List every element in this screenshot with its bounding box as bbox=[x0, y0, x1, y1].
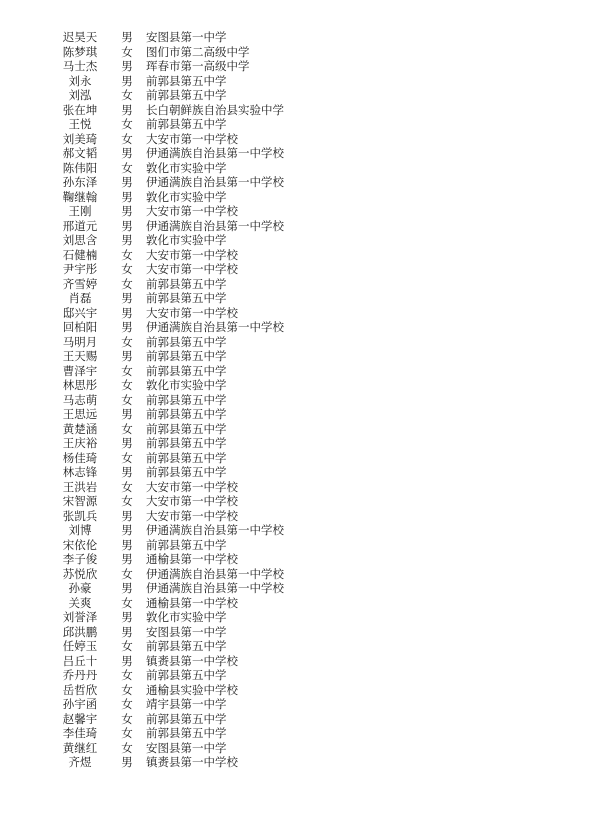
student-school: 大安市第一中学校 bbox=[146, 494, 238, 508]
list-item bbox=[0, 712, 615, 727]
student-gender: 女 bbox=[121, 740, 133, 755]
student-gender: 女 bbox=[121, 160, 133, 175]
student-school: 大安市第一中学校 bbox=[146, 204, 238, 218]
student-school: 长白朝鲜族自治县实验中学 bbox=[146, 102, 284, 117]
student-gender: 女 bbox=[121, 117, 133, 131]
student-name: 王思远 bbox=[62, 407, 98, 421]
list-item bbox=[0, 668, 615, 683]
list-item bbox=[0, 219, 615, 234]
list-item bbox=[0, 277, 615, 292]
list-item bbox=[0, 639, 615, 654]
list-item bbox=[0, 320, 615, 335]
student-gender: 女 bbox=[121, 711, 133, 726]
student-name: 宋智源 bbox=[62, 494, 98, 508]
student-gender: 女 bbox=[121, 378, 133, 392]
list-item bbox=[0, 436, 615, 451]
student-school: 前郭县第五中学 bbox=[146, 334, 227, 349]
list-item bbox=[0, 422, 615, 437]
list-item bbox=[0, 741, 615, 756]
student-gender: 女 bbox=[121, 392, 133, 407]
student-name: 王刚 bbox=[68, 204, 92, 218]
student-school: 前郭县第五中学 bbox=[146, 436, 227, 450]
student-name: 王天赐 bbox=[62, 349, 98, 363]
list-item bbox=[0, 393, 615, 408]
student-gender: 男 bbox=[121, 508, 133, 523]
student-name: 陈伟阳 bbox=[62, 160, 98, 175]
student-school: 安图县第一中学 bbox=[146, 30, 227, 44]
student-name: 张在坤 bbox=[62, 102, 98, 117]
list-item bbox=[0, 161, 615, 176]
list-item bbox=[0, 335, 615, 350]
student-gender: 男 bbox=[121, 349, 133, 363]
student-name: 乔丹丹 bbox=[62, 668, 98, 682]
list-item bbox=[0, 291, 615, 306]
student-name: 王洪岩 bbox=[62, 479, 98, 494]
student-name: 邱洪鹏 bbox=[62, 624, 98, 639]
student-name: 马志萌 bbox=[62, 392, 98, 407]
student-school: 敦化市实验中学 bbox=[146, 233, 227, 247]
student-gender: 男 bbox=[121, 102, 133, 117]
student-school: 前郭县第五中学 bbox=[146, 711, 227, 726]
list-item bbox=[0, 306, 615, 321]
student-school: 伊通满族自治县第一中学校 bbox=[146, 566, 284, 581]
list-item bbox=[0, 59, 615, 74]
student-school: 大安市第一中学校 bbox=[146, 131, 238, 146]
student-name: 马士杰 bbox=[62, 59, 98, 73]
list-item bbox=[0, 625, 615, 640]
list-item bbox=[0, 523, 615, 538]
student-school: 镇赉县第一中学校 bbox=[146, 755, 238, 769]
student-name: 石健楠 bbox=[62, 247, 98, 262]
student-school: 伊通满族自治县第一中学校 bbox=[146, 523, 284, 537]
student-name: 杨佳琦 bbox=[62, 450, 98, 465]
student-name: 刘永 bbox=[68, 73, 92, 88]
list-item bbox=[0, 45, 615, 60]
student-name: 邸兴宇 bbox=[62, 305, 98, 320]
student-name: 王悦 bbox=[68, 117, 92, 131]
student-gender: 男 bbox=[121, 581, 133, 595]
student-gender: 男 bbox=[121, 624, 133, 639]
student-gender: 男 bbox=[121, 465, 133, 479]
student-school: 安图县第一中学 bbox=[146, 624, 227, 639]
student-name: 邢道元 bbox=[62, 218, 98, 233]
student-school: 前郭县第五中学 bbox=[146, 363, 227, 378]
list-item bbox=[0, 349, 615, 364]
list-item bbox=[0, 726, 615, 741]
student-gender: 男 bbox=[121, 320, 133, 334]
list-item bbox=[0, 683, 615, 698]
list-item bbox=[0, 451, 615, 466]
student-gender: 女 bbox=[121, 247, 133, 262]
student-name: 刘美琦 bbox=[62, 131, 98, 146]
student-gender: 男 bbox=[121, 537, 133, 552]
student-name: 肖磊 bbox=[68, 291, 92, 305]
student-school: 伊通满族自治县第一中学校 bbox=[146, 218, 284, 233]
student-school: 伊通满族自治县第一中学校 bbox=[146, 581, 284, 595]
list-item bbox=[0, 480, 615, 495]
student-gender: 女 bbox=[121, 88, 133, 102]
list-item bbox=[0, 364, 615, 379]
student-name: 林思彤 bbox=[62, 378, 98, 392]
student-gender: 女 bbox=[121, 276, 133, 291]
student-gender: 女 bbox=[121, 479, 133, 494]
student-gender: 男 bbox=[121, 146, 133, 160]
student-school: 前郭县第五中学 bbox=[146, 407, 227, 421]
student-gender: 男 bbox=[121, 653, 133, 668]
student-name: 宋依伦 bbox=[62, 537, 98, 552]
student-gender: 女 bbox=[121, 44, 133, 59]
student-name: 王庆裕 bbox=[62, 436, 98, 450]
student-school: 前郭县第五中学 bbox=[146, 349, 227, 363]
student-school: 大安市第一中学校 bbox=[146, 262, 238, 276]
student-school: 前郭县第五中学 bbox=[146, 726, 227, 740]
student-school: 前郭县第五中学 bbox=[146, 73, 227, 88]
list-item bbox=[0, 697, 615, 712]
student-gender: 男 bbox=[121, 755, 133, 769]
student-name: 郝文韬 bbox=[62, 146, 98, 160]
student-gender: 男 bbox=[121, 189, 133, 204]
student-gender: 男 bbox=[121, 73, 133, 88]
student-gender: 男 bbox=[121, 436, 133, 450]
student-school: 敦化市实验中学 bbox=[146, 378, 227, 392]
student-name: 鞠继翰 bbox=[62, 189, 98, 204]
student-school: 前郭县第五中学 bbox=[146, 276, 227, 291]
student-name: 刘思含 bbox=[62, 233, 98, 247]
list-item bbox=[0, 103, 615, 118]
student-school: 前郭县第五中学 bbox=[146, 465, 227, 479]
list-item bbox=[0, 262, 615, 277]
list-item bbox=[0, 494, 615, 509]
student-school: 前郭县第五中学 bbox=[146, 639, 227, 653]
student-name: 马明月 bbox=[62, 334, 98, 349]
student-name: 刘泓 bbox=[68, 88, 92, 102]
student-school: 前郭县第五中学 bbox=[146, 450, 227, 465]
student-name: 尹宇彤 bbox=[62, 262, 98, 276]
student-school: 安图县第一中学 bbox=[146, 740, 227, 755]
student-gender: 男 bbox=[121, 218, 133, 233]
list-item bbox=[0, 509, 615, 524]
student-school: 前郭县第五中学 bbox=[146, 668, 227, 682]
student-name: 苏悦欣 bbox=[62, 566, 98, 581]
list-item bbox=[0, 190, 615, 205]
student-name: 关爽 bbox=[68, 595, 92, 610]
student-name: 赵馨宇 bbox=[62, 711, 98, 726]
student-school: 镇赉县第一中学校 bbox=[146, 653, 238, 668]
student-name: 刘博 bbox=[68, 523, 92, 537]
list-item bbox=[0, 378, 615, 393]
student-school: 图们市第二高级中学 bbox=[146, 44, 250, 59]
student-school: 敦化市实验中学 bbox=[146, 160, 227, 175]
student-school: 前郭县第五中学 bbox=[146, 537, 227, 552]
student-name: 岳哲欣 bbox=[62, 682, 98, 697]
list-item bbox=[0, 538, 615, 553]
student-gender: 男 bbox=[121, 204, 133, 218]
list-item bbox=[0, 146, 615, 161]
student-name: 黄楚涵 bbox=[62, 421, 98, 436]
student-school: 前郭县第五中学 bbox=[146, 88, 227, 102]
list-item bbox=[0, 654, 615, 669]
list-item bbox=[0, 204, 615, 219]
student-gender: 女 bbox=[121, 682, 133, 697]
student-name: 任婷玉 bbox=[62, 639, 98, 653]
student-gender: 女 bbox=[121, 566, 133, 581]
student-school: 前郭县第五中学 bbox=[146, 117, 227, 131]
student-school: 敦化市实验中学 bbox=[146, 189, 227, 204]
student-school: 通榆县第一中学校 bbox=[146, 595, 238, 610]
student-gender: 女 bbox=[121, 421, 133, 436]
student-gender: 女 bbox=[121, 334, 133, 349]
list-item bbox=[0, 88, 615, 103]
list-item bbox=[0, 30, 615, 45]
student-gender: 女 bbox=[121, 494, 133, 508]
student-name: 张凯兵 bbox=[62, 508, 98, 523]
student-school: 大安市第一中学校 bbox=[146, 305, 238, 320]
list-item bbox=[0, 567, 615, 582]
student-name: 齐雪婷 bbox=[62, 276, 98, 291]
student-name: 曹泽宇 bbox=[62, 363, 98, 378]
list-item bbox=[0, 407, 615, 422]
student-gender: 男 bbox=[121, 610, 133, 624]
student-school: 伊通满族自治县第一中学校 bbox=[146, 175, 284, 189]
student-name: 陈梦琪 bbox=[62, 44, 98, 59]
student-gender: 男 bbox=[121, 175, 133, 189]
student-school: 伊通满族自治县第一中学校 bbox=[146, 320, 284, 334]
student-school: 大安市第一中学校 bbox=[146, 247, 238, 262]
student-gender: 女 bbox=[121, 595, 133, 610]
student-gender: 男 bbox=[121, 305, 133, 320]
student-school: 大安市第一中学校 bbox=[146, 508, 238, 523]
student-gender: 男 bbox=[121, 233, 133, 247]
student-school: 伊通满族自治县第一中学校 bbox=[146, 146, 284, 160]
student-school: 前郭县第五中学 bbox=[146, 421, 227, 436]
student-name: 齐煜 bbox=[68, 755, 92, 769]
list-item bbox=[0, 74, 615, 89]
student-gender: 女 bbox=[121, 639, 133, 653]
student-name: 黄继红 bbox=[62, 740, 98, 755]
list-item bbox=[0, 248, 615, 263]
student-school: 通榆县实验中学校 bbox=[146, 682, 238, 697]
student-name: 李佳琦 bbox=[62, 726, 98, 740]
list-item bbox=[0, 596, 615, 611]
student-roster-list bbox=[0, 30, 615, 770]
student-gender: 男 bbox=[121, 407, 133, 421]
student-gender: 女 bbox=[121, 668, 133, 682]
list-item bbox=[0, 117, 615, 132]
student-gender: 女 bbox=[121, 726, 133, 740]
student-gender: 女 bbox=[121, 450, 133, 465]
student-name: 李子俊 bbox=[62, 552, 98, 566]
student-name: 刘誉泽 bbox=[62, 610, 98, 624]
student-gender: 男 bbox=[121, 30, 133, 44]
list-item bbox=[0, 610, 615, 625]
student-school: 敦化市实验中学 bbox=[146, 610, 227, 624]
student-name: 吕丘十 bbox=[62, 653, 98, 668]
student-gender: 女 bbox=[121, 363, 133, 378]
student-gender: 女 bbox=[121, 697, 133, 711]
student-school: 前郭县第五中学 bbox=[146, 392, 227, 407]
student-name: 孙东泽 bbox=[62, 175, 98, 189]
list-item bbox=[0, 175, 615, 190]
student-name: 迟昊天 bbox=[62, 30, 98, 44]
list-item bbox=[0, 552, 615, 567]
student-name: 林志锋 bbox=[62, 465, 98, 479]
student-school: 靖宇县第一中学 bbox=[146, 697, 227, 711]
student-school: 珲春市第一高级中学 bbox=[146, 59, 250, 73]
student-name: 回柏阳 bbox=[62, 320, 98, 334]
student-school: 前郭县第五中学 bbox=[146, 291, 227, 305]
student-gender: 男 bbox=[121, 291, 133, 305]
list-item bbox=[0, 581, 615, 596]
student-school: 通榆县第一中学校 bbox=[146, 552, 238, 566]
list-item bbox=[0, 755, 615, 770]
student-gender: 男 bbox=[121, 59, 133, 73]
student-gender: 女 bbox=[121, 262, 133, 276]
student-gender: 男 bbox=[121, 523, 133, 537]
list-item bbox=[0, 233, 615, 248]
list-item bbox=[0, 132, 615, 147]
student-school: 大安市第一中学校 bbox=[146, 479, 238, 494]
student-name: 孙豪 bbox=[68, 581, 92, 595]
list-item bbox=[0, 465, 615, 480]
student-gender: 男 bbox=[121, 552, 133, 566]
student-name: 孙宇函 bbox=[62, 697, 98, 711]
student-gender: 女 bbox=[121, 131, 133, 146]
